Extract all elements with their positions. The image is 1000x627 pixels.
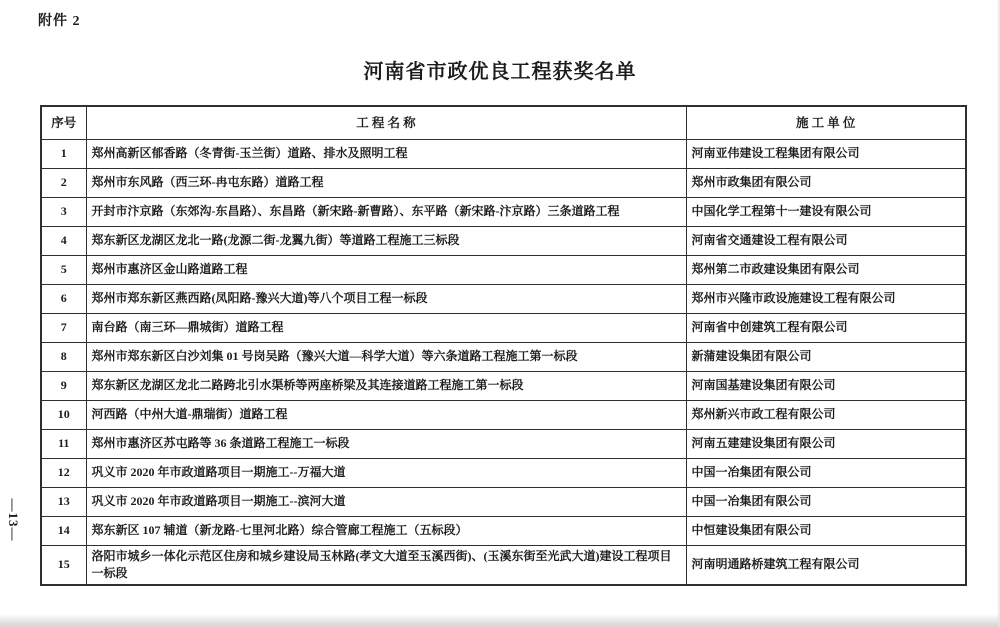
- construction-unit-cell: 郑州市兴隆市政设施建设工程有限公司: [686, 284, 966, 313]
- table-row: [41, 458, 966, 487]
- table-row: [41, 545, 966, 585]
- project-name-cell: 河西路（中州大道-鼎瑞街）道路工程: [86, 400, 686, 429]
- table-row: [41, 226, 966, 255]
- project-name-cell: 郑州市郑东新区白沙刘集 01 号岗吴路（豫兴大道—科学大道）等六条道路工程施工第一标段: [86, 342, 686, 371]
- project-name-cell: 洛阳市城乡一体化示范区住房和城乡建设局玉林路(孝文大道至玉溪西街)、(玉溪东街至光武大道)建设工程项目一标段: [86, 545, 686, 585]
- row-index-cell: 5: [41, 255, 86, 284]
- page-title: 河南省市政优良工程获奖名单: [363, 61, 637, 83]
- table-row: [41, 284, 966, 313]
- project-name-cell: 郑东新区龙湖区龙北二路跨北引水渠桥等两座桥梁及其连接道路工程施工第一标段: [86, 371, 686, 400]
- project-name-cell: 开封市汴京路（东郊沟-东昌路）、东昌路（新宋路-新曹路）、东平路（新宋路-汴京路）三条道路工程: [86, 197, 686, 226]
- construction-unit-cell: 郑州第二市政建设集团有限公司: [686, 255, 966, 284]
- row-index-cell: 8: [41, 342, 86, 371]
- table-row: [41, 516, 966, 545]
- project-name-cell: 郑州市郑东新区燕西路(凤阳路-豫兴大道)等八个项目工程一标段: [86, 284, 686, 313]
- project-name-cell: 巩义市 2020 年市政道路项目一期施工--万福大道: [86, 458, 686, 487]
- project-name-cell: 巩义市 2020 年市政道路项目一期施工--滨河大道: [86, 487, 686, 516]
- row-index-cell: 10: [41, 400, 86, 429]
- attachment-label: 附件 2: [38, 14, 81, 29]
- table-header-row: [41, 106, 966, 139]
- row-index-cell: 11: [41, 429, 86, 458]
- construction-unit-cell: 河南五建建设集团有限公司: [686, 429, 966, 458]
- table-row: [41, 487, 966, 516]
- page-number: —13—: [6, 498, 21, 542]
- construction-unit-cell: 中国一冶集团有限公司: [686, 487, 966, 516]
- construction-unit-cell: 河南明通路桥建筑工程有限公司: [686, 545, 966, 585]
- header-construction-unit: 施 工 单 位: [686, 106, 966, 139]
- table-row: [41, 429, 966, 458]
- header-index: 序号: [41, 106, 86, 139]
- table-header: [41, 106, 966, 139]
- scan-edge-bottom: [0, 614, 1000, 627]
- project-name-cell: 郑州市惠济区苏屯路等 36 条道路工程施工一标段: [86, 429, 686, 458]
- construction-unit-cell: 郑州新兴市政工程有限公司: [686, 400, 966, 429]
- table-row: [41, 139, 966, 168]
- construction-unit-cell: 郑州市政集团有限公司: [686, 168, 966, 197]
- row-index-cell: 13: [41, 487, 86, 516]
- table-row: [41, 255, 966, 284]
- row-index-cell: 9: [41, 371, 86, 400]
- row-index-cell: 7: [41, 313, 86, 342]
- row-index-cell: 4: [41, 226, 86, 255]
- row-index-cell: 1: [41, 139, 86, 168]
- project-name-cell: 郑东新区 107 辅道（新龙路-七里河北路）综合管廊工程施工（五标段）: [86, 516, 686, 545]
- row-index-cell: 15: [41, 545, 86, 585]
- project-name-cell: 郑州市惠济区金山路道路工程: [86, 255, 686, 284]
- construction-unit-cell: 中国化学工程第十一建设有限公司: [686, 197, 966, 226]
- award-table: [40, 105, 967, 586]
- table-row: [41, 168, 966, 197]
- table-body: [41, 139, 966, 585]
- row-index-cell: 3: [41, 197, 86, 226]
- construction-unit-cell: 河南省交通建设工程有限公司: [686, 226, 966, 255]
- construction-unit-cell: 中国一冶集团有限公司: [686, 458, 966, 487]
- table-row: [41, 342, 966, 371]
- project-name-cell: 郑州市东风路（西三环-冉屯东路）道路工程: [86, 168, 686, 197]
- header-project-name: 工 程 名 称: [86, 106, 686, 139]
- construction-unit-cell: 中恒建设集团有限公司: [686, 516, 966, 545]
- row-index-cell: 14: [41, 516, 86, 545]
- project-name-cell: 郑东新区龙湖区龙北一路(龙源二街-龙翼九街）等道路工程施工三标段: [86, 226, 686, 255]
- row-index-cell: 2: [41, 168, 86, 197]
- project-name-cell: 郑州高新区郁香路（冬青街-玉兰街）道路、排水及照明工程: [86, 139, 686, 168]
- construction-unit-cell: 河南省中创建筑工程有限公司: [686, 313, 966, 342]
- table-row: [41, 313, 966, 342]
- table-row: [41, 371, 966, 400]
- construction-unit-cell: 河南国基建设集团有限公司: [686, 371, 966, 400]
- construction-unit-cell: 新蒲建设集团有限公司: [686, 342, 966, 371]
- row-index-cell: 6: [41, 284, 86, 313]
- table-row: [41, 197, 966, 226]
- construction-unit-cell: 河南亚伟建设工程集团有限公司: [686, 139, 966, 168]
- project-name-cell: 南台路（南三环—鼎城街）道路工程: [86, 313, 686, 342]
- table-row: [41, 400, 966, 429]
- row-index-cell: 12: [41, 458, 86, 487]
